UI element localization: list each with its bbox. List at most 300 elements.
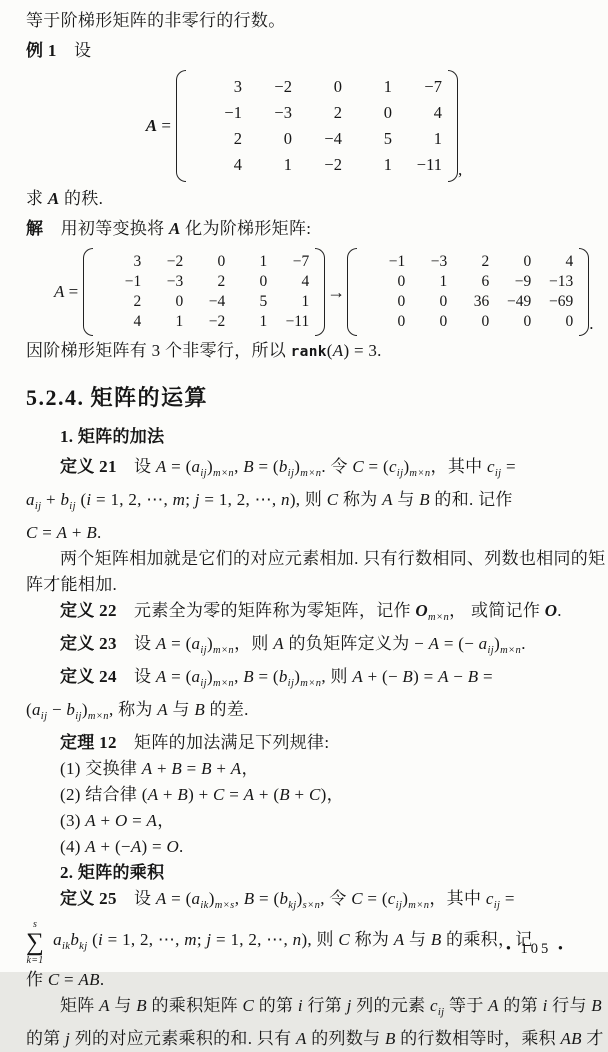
text-run: ，其中 bbox=[429, 889, 486, 908]
matrix-row bbox=[99, 252, 309, 272]
matrix-cell: 0 bbox=[397, 273, 406, 290]
text-run: m×n bbox=[87, 711, 109, 722]
text-run: kj bbox=[288, 900, 297, 911]
text-run: m bbox=[184, 929, 197, 949]
theorem-12-line bbox=[26, 730, 582, 756]
text-run: a bbox=[191, 634, 201, 653]
text-run: 的第 bbox=[498, 996, 543, 1015]
text-run: a bbox=[191, 889, 201, 908]
page-number: • 105 • bbox=[505, 941, 566, 957]
matrix-cell: −3 bbox=[274, 103, 292, 122]
definition-22-line bbox=[26, 598, 582, 631]
text-run: , 令 bbox=[320, 889, 352, 908]
definition-24-line-2 bbox=[26, 697, 582, 730]
text-run: c bbox=[429, 996, 438, 1015]
text-run: m×n bbox=[212, 678, 235, 689]
text-run: ij bbox=[40, 711, 48, 722]
text-run: B bbox=[467, 667, 479, 686]
matrix-cell: 0 bbox=[217, 253, 226, 270]
matrix-trailing-comma: , bbox=[457, 160, 463, 179]
matrix-lhs bbox=[146, 116, 171, 136]
text-run: 与 bbox=[167, 700, 195, 719]
text-run: 1. 矩阵的加法 bbox=[60, 427, 165, 446]
text-run: = 1, 2, ⋯, bbox=[91, 490, 173, 509]
text-run: (4) bbox=[60, 837, 86, 856]
matrix-body bbox=[96, 248, 312, 336]
text-run: )， bbox=[320, 785, 344, 804]
text-run: . 令 bbox=[321, 457, 353, 476]
text-run: A bbox=[168, 219, 181, 238]
matrix-cell: 0 bbox=[397, 313, 406, 330]
law-3-line bbox=[26, 808, 582, 834]
text-run: m×s bbox=[214, 900, 235, 911]
text-run: A bbox=[155, 634, 167, 653]
text-run: . bbox=[179, 837, 184, 856]
matrix-cell: 1 bbox=[259, 313, 268, 330]
matrix-row bbox=[99, 272, 309, 292]
matrix-cell: −9 bbox=[514, 273, 532, 290]
matrix-row bbox=[192, 100, 442, 126]
text-run: 的负矩阵定义为 − bbox=[283, 634, 429, 653]
paragraph-product-line-1 bbox=[26, 993, 602, 1026]
text-run: i bbox=[297, 996, 303, 1015]
matrix-cell: 0 bbox=[333, 77, 342, 96]
rank-prompt-line bbox=[26, 186, 582, 212]
text-run: ， 或简记作 bbox=[449, 601, 545, 620]
text-run: = ( bbox=[166, 634, 192, 653]
text-run: 例 1 bbox=[26, 41, 57, 60]
text-run: ) bbox=[208, 889, 215, 908]
text-run: + bbox=[211, 759, 231, 778]
matrix-cell: −4 bbox=[324, 129, 342, 148]
text-run: ; bbox=[196, 929, 207, 949]
text-run: ) bbox=[402, 889, 409, 908]
text-run: a bbox=[31, 700, 41, 719]
text-run: a bbox=[191, 667, 201, 686]
matrix-cell: 0 bbox=[439, 293, 448, 310]
text-run: ， bbox=[241, 759, 259, 778]
matrix-cell: 5 bbox=[259, 293, 268, 310]
matrix-row bbox=[192, 74, 442, 100]
text-run: A bbox=[332, 341, 344, 360]
text-run: m×n bbox=[212, 645, 235, 656]
matrix-cell: −1 bbox=[124, 273, 142, 290]
text-run: ，其中 bbox=[430, 457, 487, 476]
matrix-cell: 1 bbox=[283, 155, 292, 174]
text-run: B bbox=[243, 667, 254, 686]
subsection-2-heading bbox=[26, 860, 582, 886]
matrix-trailing-period: . bbox=[589, 314, 594, 333]
text-run: = bbox=[59, 970, 79, 989]
text-run: ( bbox=[326, 341, 333, 360]
text-run: ) bbox=[207, 457, 213, 476]
text-run: O bbox=[544, 601, 558, 620]
text-run: B bbox=[279, 785, 290, 804]
matrix-body bbox=[189, 70, 445, 182]
text-run: ik bbox=[200, 900, 209, 911]
text-run: ij bbox=[200, 468, 207, 479]
text-run: 解 bbox=[26, 219, 44, 238]
text-run: 与 bbox=[109, 996, 137, 1015]
text-run: ) bbox=[294, 667, 301, 686]
text-run: B bbox=[385, 1029, 396, 1048]
text-run: + bbox=[41, 490, 61, 509]
matrix-body bbox=[360, 248, 576, 336]
text-run: rank bbox=[290, 344, 327, 360]
text-run: m×n bbox=[408, 900, 430, 911]
text-run: A bbox=[438, 667, 449, 686]
text-run: 定义 24 bbox=[60, 667, 117, 686]
text-run: 作 bbox=[26, 970, 48, 989]
text-run: = bbox=[157, 116, 171, 135]
matrix-row bbox=[363, 292, 573, 312]
matrix-cell: −2 bbox=[274, 77, 292, 96]
definition-25-line-2 bbox=[26, 919, 582, 967]
text-run: A bbox=[155, 889, 167, 908]
text-run: . bbox=[521, 634, 526, 653]
text-run: ik bbox=[61, 940, 71, 952]
text-run: 行与 bbox=[547, 996, 592, 1015]
text-run: A bbox=[296, 1029, 307, 1048]
matrix-cell: 6 bbox=[481, 273, 490, 290]
text-run: 与 bbox=[404, 929, 431, 949]
text-run: b bbox=[279, 889, 289, 908]
text-run: = bbox=[182, 759, 202, 778]
matrix-cell: 1 bbox=[383, 155, 392, 174]
text-run: + bbox=[152, 759, 172, 778]
text-run: ), 则 bbox=[289, 490, 327, 509]
text-run: 等于 bbox=[444, 996, 489, 1015]
text-run: 因阶梯形矩阵有 3 个非零行，所以 bbox=[26, 341, 291, 360]
text-run: B bbox=[243, 889, 255, 908]
matrix-cell: −4 bbox=[208, 293, 226, 310]
text-run: 定义 23 bbox=[60, 634, 117, 653]
text-run: i bbox=[98, 929, 104, 949]
text-run: + bbox=[289, 785, 309, 804]
matrix-cell: 2 bbox=[481, 253, 490, 270]
text-run: = 1, 2, ⋯, bbox=[211, 929, 293, 949]
section-heading bbox=[26, 381, 582, 412]
text-run: O bbox=[415, 601, 428, 620]
text-run: 设 bbox=[116, 457, 156, 476]
text-run: m×n bbox=[409, 468, 431, 479]
text-run: + bbox=[158, 785, 178, 804]
paren-right-icon bbox=[315, 248, 325, 336]
matrix-row bbox=[99, 312, 309, 332]
matrix-cell: −13 bbox=[548, 273, 574, 290]
text-run: B bbox=[86, 523, 98, 542]
sigma-lower-limit: k=1 bbox=[26, 954, 44, 966]
text-run: kj bbox=[79, 940, 88, 952]
text-run: j bbox=[65, 1029, 71, 1048]
matrix-cell: 36 bbox=[473, 293, 490, 310]
text-run: ij bbox=[287, 468, 295, 479]
matrix-cell: −3 bbox=[430, 253, 448, 270]
text-run: A bbox=[243, 785, 255, 804]
definition-25-line-1 bbox=[26, 886, 582, 919]
text-run: b bbox=[278, 667, 288, 686]
text-run: 2. 矩阵的乘积 bbox=[60, 863, 165, 882]
text-run: a bbox=[53, 929, 62, 949]
text-run: (1) 交换律 bbox=[60, 759, 142, 778]
matrix-cell: −11 bbox=[416, 155, 442, 174]
text-run: A bbox=[54, 282, 65, 301]
text-run: b bbox=[66, 700, 76, 719]
text-run: + (− bbox=[363, 667, 403, 686]
text-run: i bbox=[86, 490, 92, 509]
text-run: = ( bbox=[166, 889, 192, 908]
matrix-cell: 3 bbox=[133, 253, 142, 270]
text-run: 求 bbox=[26, 189, 48, 208]
text-run: j bbox=[346, 996, 352, 1015]
text-run: B bbox=[430, 929, 442, 949]
paren-left-icon bbox=[347, 248, 357, 336]
text-run: 列的元素 bbox=[351, 996, 430, 1015]
text-run: A bbox=[56, 523, 68, 542]
matrix-display-a bbox=[26, 70, 582, 182]
text-run: = 1, 2, ⋯, bbox=[103, 929, 185, 949]
text-run: ) = bbox=[413, 667, 439, 686]
definition-21-line-1 bbox=[26, 454, 582, 487]
text-run: = bbox=[127, 811, 147, 830]
text-run: 的和. 记作 bbox=[429, 490, 513, 509]
paren-left-icon bbox=[83, 248, 93, 336]
text-run: ( bbox=[75, 490, 87, 509]
text-run: = (− bbox=[439, 634, 479, 653]
text-run: ) = bbox=[141, 837, 167, 856]
text-run: − bbox=[47, 700, 67, 719]
text-run: O bbox=[166, 837, 180, 856]
text-run: n bbox=[281, 490, 290, 509]
text-run: B bbox=[419, 490, 430, 509]
text-run: A bbox=[352, 667, 364, 686]
text-run: m bbox=[172, 490, 186, 509]
paragraph-product-line-2 bbox=[26, 1026, 604, 1052]
text-run: , bbox=[234, 667, 244, 686]
text-run: 定理 12 bbox=[60, 733, 117, 752]
matrix-cell: 1 bbox=[433, 129, 442, 148]
text-run: m×n bbox=[212, 468, 235, 479]
matrix-cell: 2 bbox=[217, 273, 226, 290]
text-run: , 称为 bbox=[108, 700, 158, 719]
text-run: 的第 bbox=[26, 1029, 66, 1048]
sigma-symbol: ∑ bbox=[26, 929, 45, 957]
text-run: A bbox=[147, 785, 159, 804]
text-run: A bbox=[393, 929, 405, 949]
text-run: m×n bbox=[500, 645, 522, 656]
text-run: = ( bbox=[166, 667, 192, 686]
text-run: 的乘积矩阵 bbox=[146, 996, 243, 1015]
text-run: ij bbox=[493, 900, 501, 911]
text-run: C bbox=[213, 785, 225, 804]
text-run: − bbox=[448, 667, 468, 686]
text-run: ; bbox=[185, 490, 195, 509]
text-run: = ( bbox=[363, 457, 389, 476]
matrix-cell: 0 bbox=[175, 293, 184, 310]
text-run: 元素全为零的矩阵称为零矩阵，记作 bbox=[116, 601, 416, 620]
text-run: A bbox=[85, 811, 96, 830]
text-run: = bbox=[37, 523, 57, 542]
definition-24-line-1 bbox=[26, 664, 582, 697]
text-run: ) bbox=[294, 457, 301, 476]
text-run: A bbox=[146, 811, 158, 830]
text-run: 设 bbox=[116, 667, 156, 686]
matrix-cell: −7 bbox=[292, 253, 310, 270]
text-run: 定义 22 bbox=[60, 601, 117, 620]
definition-23-line bbox=[26, 631, 582, 664]
matrix-lhs bbox=[54, 282, 78, 302]
matrix-cell: 0 bbox=[397, 293, 406, 310]
text-run: A bbox=[155, 667, 167, 686]
text-run: B bbox=[243, 457, 254, 476]
text-run: (2) 结合律 ( bbox=[60, 785, 148, 804]
text-run: B bbox=[201, 759, 212, 778]
text-run: ， bbox=[157, 811, 175, 830]
text-run: a bbox=[191, 457, 201, 476]
text-run: c bbox=[486, 457, 495, 476]
matrix-cell: 4 bbox=[133, 313, 142, 330]
text-run: 定义 21 bbox=[60, 457, 117, 476]
text-run: C bbox=[338, 929, 351, 949]
matrix-row bbox=[192, 152, 442, 178]
text-run: m×n bbox=[427, 612, 450, 623]
matrix-cell: −2 bbox=[208, 313, 226, 330]
text-run: AB bbox=[560, 1029, 582, 1048]
text-run: c bbox=[388, 457, 397, 476]
matrix-cell: 1 bbox=[175, 313, 184, 330]
text-run: O bbox=[114, 811, 128, 830]
text-run: A bbox=[145, 116, 158, 135]
matrix-cell: 5 bbox=[383, 129, 392, 148]
text-run: 用初等变换将 bbox=[43, 219, 169, 238]
matrix-cell: −11 bbox=[285, 313, 310, 330]
matrix-cell: −1 bbox=[224, 103, 242, 122]
matrix-cell: 4 bbox=[565, 253, 574, 270]
text-run: ij bbox=[75, 711, 82, 722]
matrix-a bbox=[176, 70, 458, 182]
section-number: 5.2.4. bbox=[26, 385, 85, 410]
text-run: 等于阶梯形矩阵的非零行的行数。 bbox=[26, 11, 286, 30]
matrix-row bbox=[363, 312, 573, 332]
matrix-cell: −7 bbox=[424, 77, 442, 96]
text-run: a bbox=[478, 634, 488, 653]
section-title: 矩阵的运算 bbox=[90, 385, 209, 410]
matrix-cell: 4 bbox=[233, 155, 242, 174]
text-run: s×n bbox=[302, 900, 321, 911]
matrix-cell: 4 bbox=[433, 103, 442, 122]
text-run: ij bbox=[34, 501, 42, 512]
text-run: = bbox=[64, 282, 79, 301]
text-run: C bbox=[352, 457, 364, 476]
text-run: b bbox=[70, 929, 80, 949]
text-run: ) bbox=[81, 700, 88, 719]
matrix-cell: 0 bbox=[439, 313, 448, 330]
text-run: A bbox=[428, 634, 440, 653]
text-run: = bbox=[478, 667, 493, 686]
text-run: ij bbox=[200, 678, 207, 689]
text-run: A bbox=[85, 837, 96, 856]
text-run: = 1, 2, ⋯, bbox=[199, 490, 282, 509]
text-run: C bbox=[351, 889, 363, 908]
text-run: = bbox=[501, 457, 516, 476]
definition-21-line-3 bbox=[26, 520, 582, 546]
text-run: ij bbox=[487, 645, 495, 656]
text-run: 的第 bbox=[254, 996, 298, 1015]
text-run: A bbox=[47, 189, 60, 208]
matrix-cell: 0 bbox=[383, 103, 392, 122]
arrow-right-icon: → bbox=[327, 281, 346, 302]
matrix-right bbox=[347, 248, 589, 336]
text-run: a bbox=[26, 490, 35, 509]
text-run: ), 则 bbox=[301, 929, 339, 949]
text-run: 设 bbox=[116, 889, 156, 908]
text-run: 设 bbox=[116, 634, 156, 653]
text-run: A bbox=[273, 634, 284, 653]
text-run: C bbox=[308, 785, 321, 804]
matrix-cell: 0 bbox=[565, 313, 574, 330]
text-run: = ( bbox=[166, 457, 192, 476]
matrix-cell: −2 bbox=[324, 155, 342, 174]
text-run: ( bbox=[26, 700, 32, 719]
text-run: 定义 25 bbox=[60, 889, 117, 908]
matrix-cell: −49 bbox=[506, 293, 532, 310]
text-run: = ( bbox=[362, 889, 388, 908]
text-run: m×n bbox=[300, 468, 322, 479]
matrix-cell: 2 bbox=[133, 293, 142, 310]
law-1-line bbox=[26, 756, 582, 782]
matrix-cell: −3 bbox=[166, 273, 184, 290]
text-run: ) bbox=[207, 667, 213, 686]
text-run: 的乘积，记 bbox=[441, 929, 533, 949]
text-run: 矩阵的加法满足下列规律: bbox=[116, 733, 330, 752]
matrix-left bbox=[83, 248, 325, 336]
text-run: ij bbox=[200, 645, 207, 656]
example-label-line bbox=[26, 38, 582, 64]
text-run: + bbox=[67, 523, 87, 542]
text-run: B bbox=[194, 700, 205, 719]
text-run: B bbox=[591, 996, 602, 1015]
text-run: A bbox=[155, 457, 167, 476]
text-run: C bbox=[242, 996, 255, 1015]
text-run: A bbox=[99, 996, 110, 1015]
text-run: B bbox=[177, 785, 189, 804]
definition-25-line-2-text bbox=[53, 927, 532, 960]
text-run: ) bbox=[403, 457, 410, 476]
text-run: ) bbox=[494, 634, 501, 653]
text-run: ij bbox=[69, 501, 76, 512]
text-run: A bbox=[382, 490, 393, 509]
text-run: , 则 bbox=[321, 667, 353, 686]
text-run: ij bbox=[287, 678, 295, 689]
text-run: 与 bbox=[392, 490, 420, 509]
law-2-line bbox=[26, 782, 582, 808]
matrix-cell: 0 bbox=[523, 253, 532, 270]
text-run: A bbox=[157, 700, 168, 719]
text-run: A bbox=[141, 759, 153, 778]
text-run: B bbox=[171, 759, 183, 778]
text-run: = ( bbox=[254, 889, 280, 908]
text-run: 的列数与 bbox=[306, 1029, 385, 1048]
matrix-cell: 4 bbox=[301, 273, 310, 290]
text-run: A bbox=[130, 837, 142, 856]
text-run: B bbox=[402, 667, 414, 686]
summation-sigma-icon bbox=[26, 920, 44, 966]
text-run: ，则 bbox=[234, 634, 274, 653]
matrix-cell: 3 bbox=[233, 77, 242, 96]
text-run: c bbox=[387, 889, 396, 908]
matrix-cell: 1 bbox=[439, 273, 448, 290]
text-run: , bbox=[234, 889, 244, 908]
